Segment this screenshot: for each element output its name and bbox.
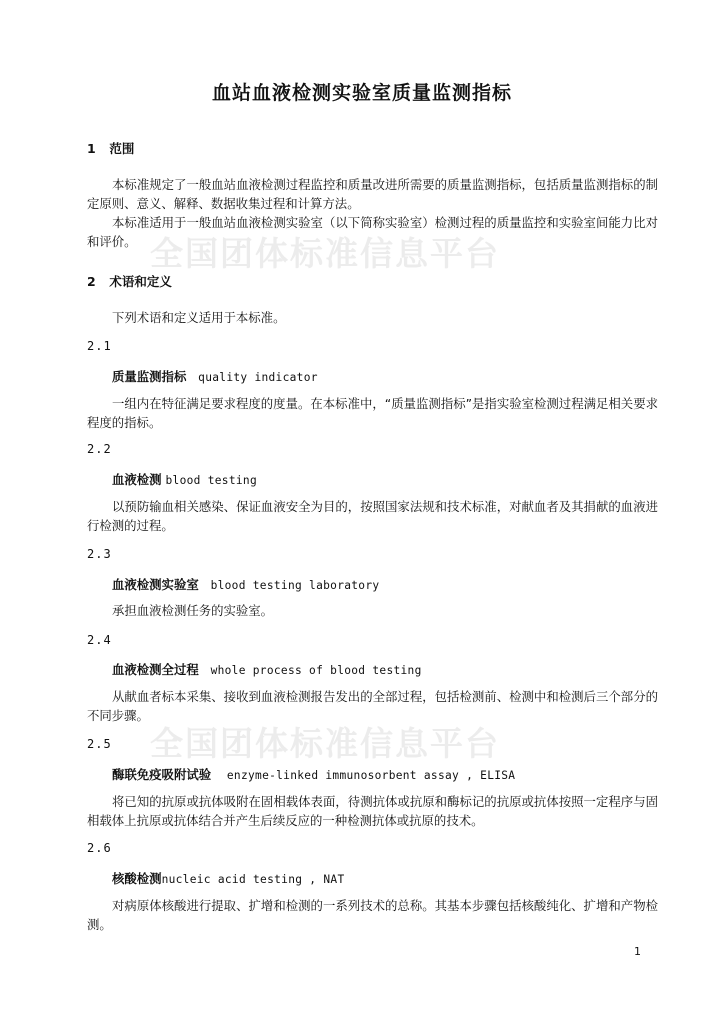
section-title: 术语和定义 <box>109 274 172 289</box>
term-zh: 酶联免疫吸附试验 <box>112 767 212 782</box>
section-number: 1 <box>87 141 96 156</box>
clause-number: 2.1 <box>87 339 112 353</box>
term-heading <box>112 367 318 385</box>
term-definition: 将已知的抗原或抗体吸附在固相载体表面，待测抗体或抗原和酶标记的抗原或抗体按照一定程序与固相载体上抗原或抗体结合并产生后续反应的一种检测抗体或抗原的技术。 <box>87 794 658 828</box>
page-number: 1 <box>634 945 641 958</box>
term-definition: 以预防输血相关感染、保证血液安全为目的，按照国家法规和技术标准，对献血者及其捐献的血液进行检测的过程。 <box>87 499 658 533</box>
term-en: blood testing <box>165 474 257 487</box>
term-en: nucleic acid testing , NAT <box>161 873 345 886</box>
term-zh: 血液检测实验室 <box>112 577 199 592</box>
clause-number: 2.3 <box>87 547 112 561</box>
term-definition: 承担血液检测任务的实验室。 <box>112 603 274 618</box>
term-zh: 质量监测指标 <box>112 369 187 384</box>
watermark: 全国团体标准信息平台 <box>150 234 500 273</box>
clause-number: 2.2 <box>87 442 112 456</box>
term-zh: 核酸检测 <box>112 871 162 886</box>
clause-number: 2.6 <box>87 841 112 855</box>
section-heading <box>87 272 172 290</box>
section-number: 2 <box>87 274 96 289</box>
term-en: quality indicator <box>198 371 318 384</box>
term-en: whole process of blood testing <box>210 664 422 677</box>
paragraph: 本标准适用于一般血站血液检测实验室（以下简称实验室）检测过程的质量监控和实验室间能力比对和评价。 <box>87 215 658 249</box>
paragraph: 下列术语和定义适用于本标准。 <box>112 310 286 325</box>
watermark: 全国团体标准信息平台 <box>150 724 500 763</box>
term-heading <box>112 869 344 887</box>
term-en: blood testing laboratory <box>210 579 380 592</box>
term-en: enzyme-linked immunosorbent assay , ELISA <box>226 769 516 782</box>
paragraph: 本标准规定了一般血站血液检测过程监控和质量改进所需要的质量监测指标，包括质量监测指标的制定原则、意义、解释、数据收集过程和计算方法。 <box>87 177 658 211</box>
term-heading <box>112 765 515 783</box>
term-zh: 血液检测全过程 <box>112 662 199 677</box>
term-definition: 从献血者标本采集、接收到血液检测报告发出的全部过程，包括检测前、检测中和检测后三个部分的不同步骤。 <box>87 689 658 723</box>
document-title: 血站血液检测实验室质量监测指标 <box>211 82 512 104</box>
section-heading <box>87 139 134 157</box>
term-definition: 对病原体核酸进行提取、扩增和检测的一系列技术的总称。其基本步骤包括核酸纯化、扩增和产物检测。 <box>87 898 658 932</box>
term-heading <box>112 660 422 678</box>
section-title: 范围 <box>109 141 135 156</box>
term-zh: 血液检测 <box>112 472 162 487</box>
term-heading <box>112 470 257 488</box>
clause-number: 2.5 <box>87 737 112 751</box>
term-definition: 一组内在特征满足要求程度的度量。在本标准中，“质量监测指标”是指实验室检测过程满足相关要求程度的指标。 <box>87 396 658 430</box>
clause-number: 2.4 <box>87 633 112 647</box>
term-heading <box>112 575 379 593</box>
